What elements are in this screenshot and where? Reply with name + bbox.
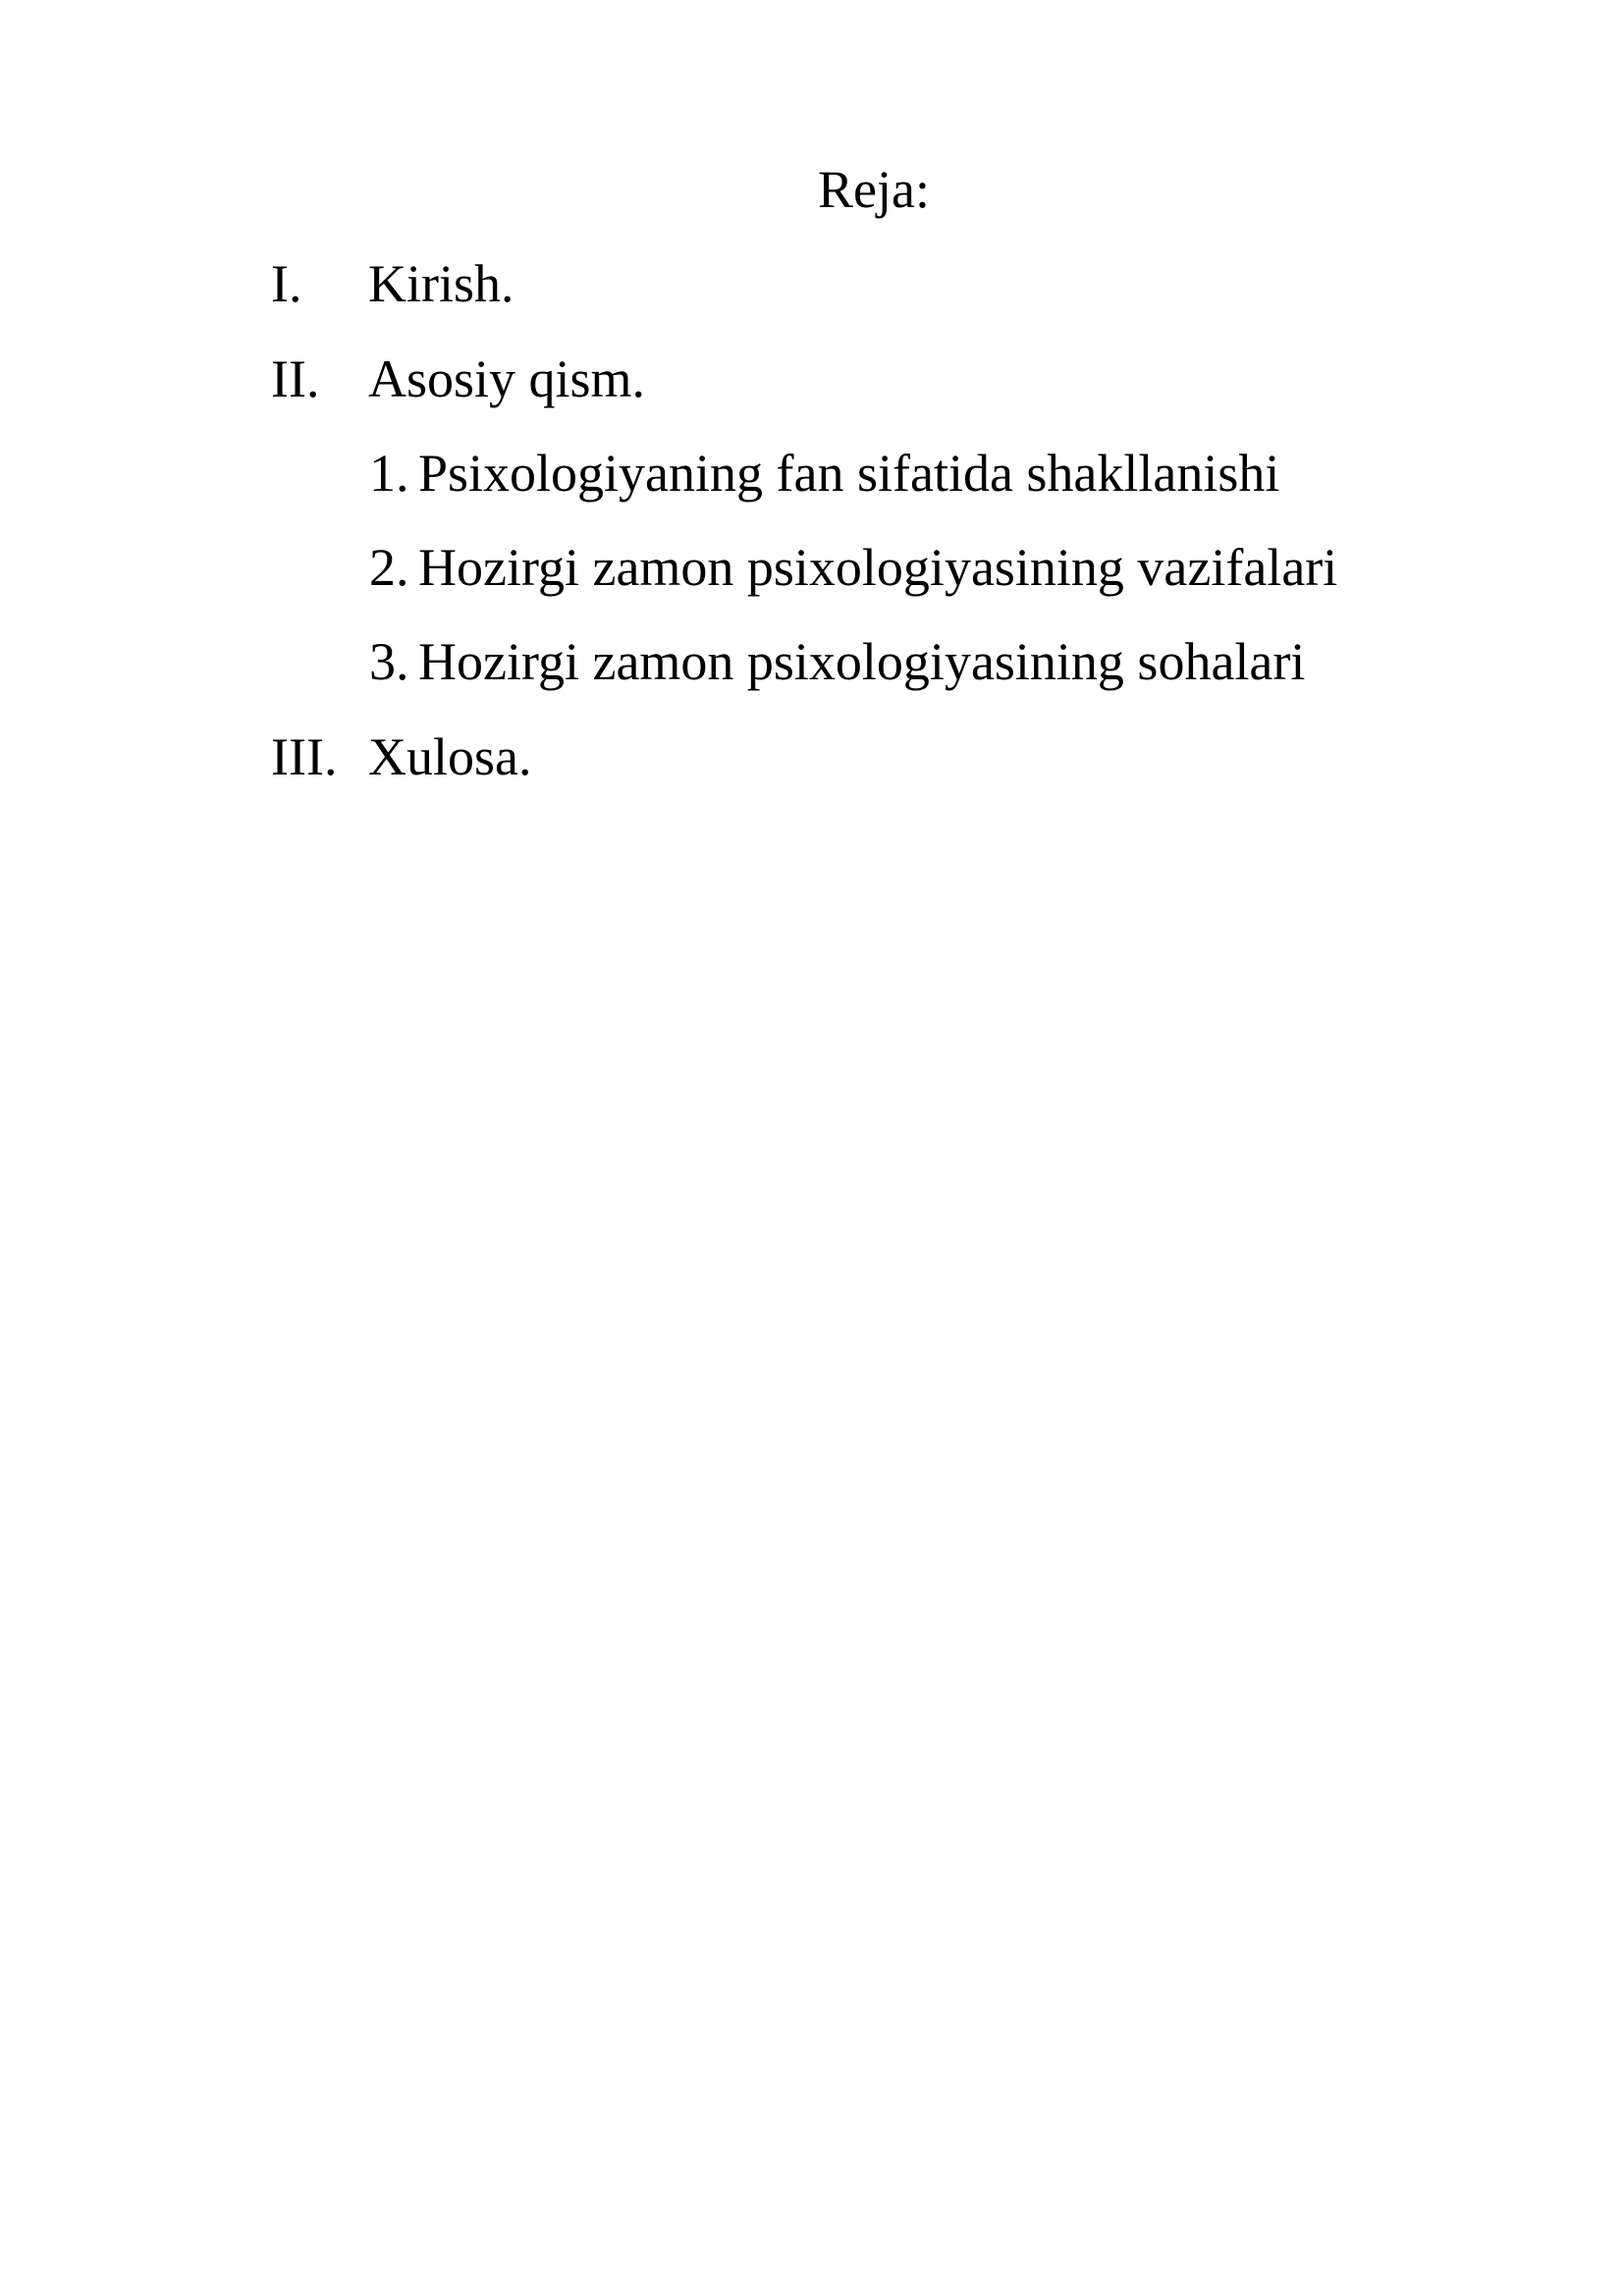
- item-text: Xulosa.: [368, 727, 532, 786]
- item-number: II.: [271, 349, 320, 408]
- item-number: 2.: [369, 538, 409, 597]
- item-text: Asosiy qism.: [368, 349, 646, 408]
- item-number: 1.: [369, 444, 409, 503]
- item-text: Kirish.: [368, 254, 514, 313]
- item-number: I.: [271, 254, 302, 313]
- item-text: Hozirgi zamon psixologiyasining sohalari: [418, 632, 1306, 691]
- item-text: Hozirgi zamon psixologiyasining vazifalari: [418, 538, 1338, 597]
- page-title: Reja:: [818, 160, 930, 219]
- item-number: III.: [271, 727, 338, 786]
- item-number: 3.: [369, 632, 409, 691]
- item-text: Psixologiyaning fan sifatida shakllanishi: [418, 444, 1280, 503]
